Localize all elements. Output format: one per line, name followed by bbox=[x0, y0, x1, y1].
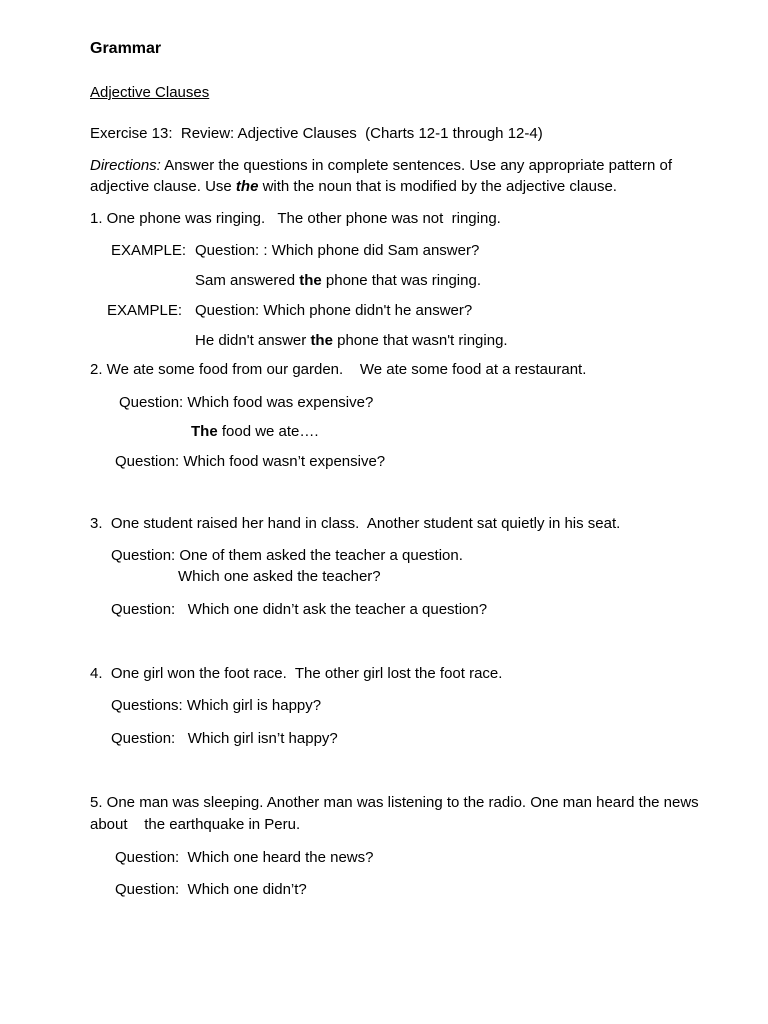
question: Questions: Which girl is happy? bbox=[111, 697, 322, 714]
example-question: Question: Which phone didn't he answer? bbox=[195, 302, 473, 319]
item-5-prompt-continuation: about the earthquake in Peru. bbox=[90, 816, 301, 833]
directions-line-2: adjective clause. Use the with the noun that is modified by the adjective clause. bbox=[90, 178, 617, 195]
directions-line-1: Directions: Answer the questions in complete sentences. Use any appropriate pattern of bbox=[90, 157, 672, 174]
item-1-prompt: 1. One phone was ringing. The other phone was not ringing. bbox=[90, 210, 501, 227]
question-continuation: Which one asked the teacher? bbox=[178, 568, 381, 585]
item-4-prompt: 4. One girl won the foot race. The other girl lost the foot race. bbox=[90, 665, 503, 682]
directions-label: Directions: bbox=[90, 157, 161, 174]
question: Question: Which food wasn’t expensive? bbox=[115, 453, 386, 470]
question: Question: Which food was expensive? bbox=[119, 394, 374, 411]
example-label: EXAMPLE: bbox=[111, 242, 187, 259]
question: Question: Which one didn’t ask the teacher a question? bbox=[111, 601, 488, 618]
question: Question: One of them asked the teacher a question. bbox=[111, 547, 463, 564]
exercise-title: Exercise 13: Review: Adjective Clauses (Charts 12-1 through 12-4) bbox=[90, 125, 543, 142]
example-question: Question: : Which phone did Sam answer? bbox=[195, 242, 480, 259]
question: Question: Which girl isn’t happy? bbox=[111, 730, 338, 747]
answer-starter: The food we ate…. bbox=[191, 423, 319, 440]
emphasis-the: the bbox=[235, 178, 259, 195]
section-heading: Adjective Clauses bbox=[90, 84, 210, 101]
question: Question: Which one didn’t? bbox=[115, 881, 307, 898]
item-5-prompt: 5. One man was sleeping. Another man was listening to the radio. One man heard the news bbox=[90, 794, 699, 811]
item-3-prompt: 3. One student raised her hand in class. Another student sat quietly in his seat. bbox=[90, 515, 621, 532]
example-answer: Sam answered the phone that was ringing. bbox=[195, 272, 481, 289]
question: Question: Which one heard the news? bbox=[115, 849, 374, 866]
page-title: Grammar bbox=[90, 40, 162, 57]
example-label: EXAMPLE: bbox=[107, 302, 183, 319]
item-2-prompt: 2. We ate some food from our garden. We ate some food at a restaurant. bbox=[90, 361, 587, 378]
example-answer: He didn't answer the phone that wasn't ringing. bbox=[195, 332, 508, 349]
